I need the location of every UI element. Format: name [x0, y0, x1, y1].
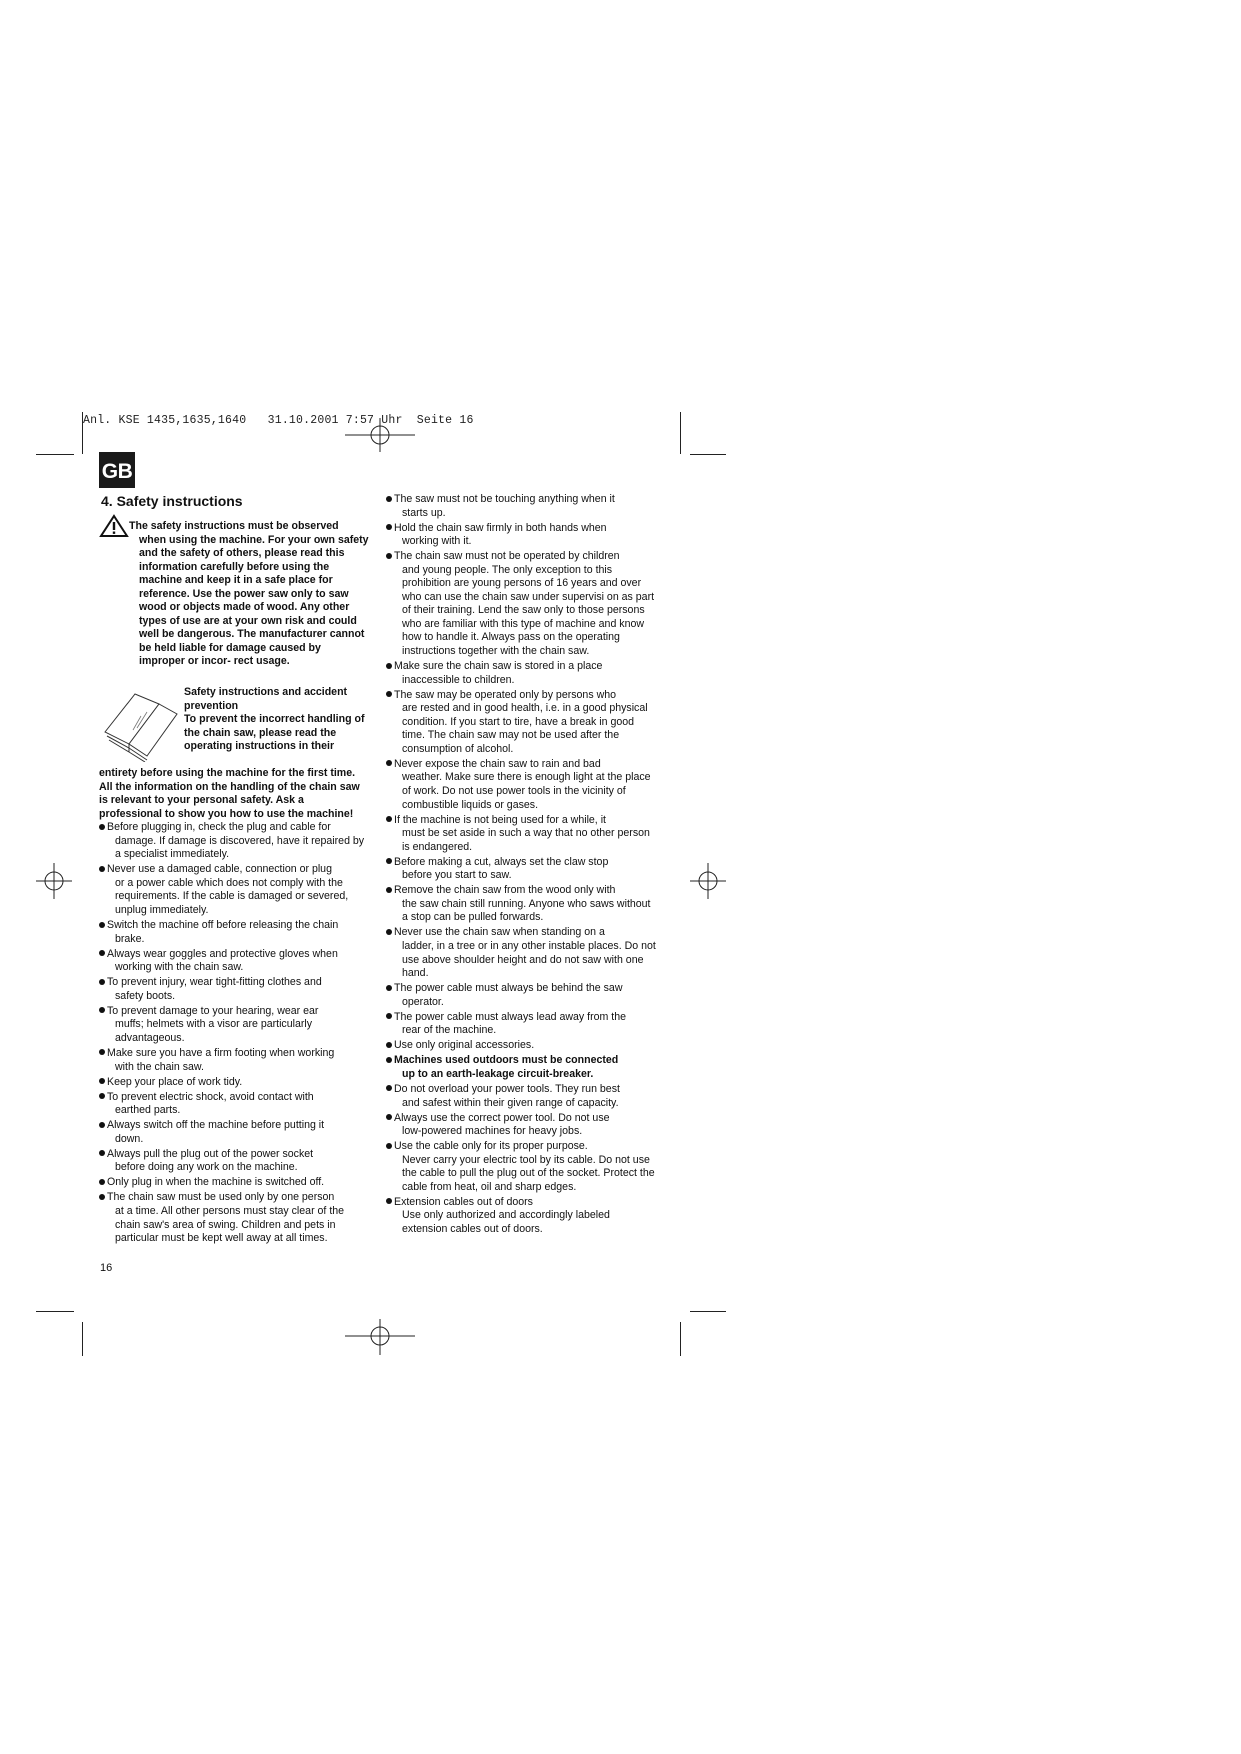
bullet-icon — [99, 1007, 105, 1013]
list-item-first-line: Keep your place of work tidy. — [107, 1075, 243, 1088]
list-item-text: starts up. — [402, 506, 446, 519]
right-safety-list — [386, 493, 656, 1236]
left-column — [99, 520, 369, 1247]
safety-list-item — [386, 1196, 656, 1237]
right-column — [386, 493, 656, 1238]
bullet-icon — [386, 887, 392, 893]
bullet-icon — [99, 950, 105, 956]
list-item-first-line: Do not overload your power tools. They run best — [394, 1082, 620, 1095]
list-item-text: with the chain saw. — [115, 1060, 204, 1073]
list-item-text: Use only authorized and accordingly labeled extension cables out of doors. — [402, 1209, 610, 1235]
list-item-text: earthed parts. — [115, 1104, 181, 1117]
list-item-first-line: Never use the chain saw when standing on a — [394, 926, 605, 939]
open-book-icon — [101, 686, 181, 762]
warning-block — [99, 520, 369, 669]
safety-list-item — [386, 814, 656, 855]
safety-list-item — [99, 976, 369, 1003]
list-item-first-line: Use the cable only for its proper purpose. — [394, 1140, 588, 1153]
list-item-text: at a time. All other persons must stay clear of the chain saw's area of swing. Children and pets in particular must be kept well away at all times. — [115, 1204, 345, 1245]
safety-list-item — [386, 1011, 656, 1038]
list-item-text: and safest within their given range of capacity. — [402, 1096, 619, 1109]
list-item-first-line: To prevent electric shock, avoid contact with — [107, 1090, 314, 1103]
list-item-first-line: Use only original accessories. — [394, 1039, 535, 1052]
safety-list-item — [386, 1083, 656, 1110]
bullet-icon — [99, 1179, 105, 1185]
crop-mark — [690, 1311, 726, 1312]
safety-list-item — [99, 1091, 369, 1118]
list-item-first-line: The power cable must always lead away from the — [394, 1010, 626, 1023]
safety-list-item — [99, 1005, 369, 1046]
safety-list-item — [386, 758, 656, 812]
bullet-icon — [99, 1122, 105, 1128]
list-item-first-line: Always wear goggles and protective gloves when — [107, 947, 338, 960]
crop-mark — [82, 1322, 83, 1356]
bullet-icon — [99, 866, 105, 872]
list-item-first-line: Make sure the chain saw is stored in a place — [394, 660, 603, 673]
safety-list-item — [99, 1076, 369, 1090]
bullet-icon — [386, 1013, 392, 1019]
registration-mark-left — [36, 863, 72, 899]
list-item-text: ladder, in a tree or in any other instable places. Do not use above shoulder height and do not saw with one hand. — [402, 940, 656, 980]
list-item-first-line: Never use a damaged cable, connection or plug — [107, 863, 332, 876]
safety-list-item — [386, 856, 656, 883]
crop-mark — [680, 412, 681, 454]
list-item-first-line: The saw must not be touching anything when it — [394, 493, 615, 505]
list-item-text: weather. Make sure there is enough light at the place of work. Do not use power tools in the vicinity of combustible liquids or gases. — [402, 771, 651, 811]
bullet-icon — [99, 1150, 105, 1156]
list-item-text: are rested and in good health, i.e. in a good physical condition. If you start to tire, have a break in good time. The chain saw may not be used after the consumption of alcohol. — [402, 702, 648, 755]
bullet-icon — [386, 691, 392, 697]
list-item-text: rear of the machine. — [402, 1024, 497, 1037]
list-item-first-line: Remove the chain saw from the wood only with — [394, 884, 616, 897]
bullet-icon — [386, 760, 392, 766]
bullet-icon — [386, 929, 392, 935]
safety-list-item — [386, 884, 656, 925]
safety-list-item — [99, 1176, 369, 1190]
list-item-text: safety boots. — [115, 989, 176, 1002]
bullet-icon — [99, 979, 105, 985]
list-item-first-line: The saw may be operated only by persons who — [394, 688, 617, 701]
safety-list-item — [386, 982, 656, 1009]
safety-list-item — [99, 1047, 369, 1074]
safety-list-item — [386, 522, 656, 549]
print-slug: Anl. KSE 1435,1635,1640 31.10.2001 7:57 Uhr Seite 16 — [83, 414, 474, 427]
bullet-icon — [386, 1198, 392, 1204]
list-item-first-line: Before plugging in, check the plug and cable for — [107, 821, 331, 834]
language-badge: GB — [99, 452, 135, 488]
safety-list-item — [386, 660, 656, 687]
safety-list-item — [386, 1054, 656, 1081]
bullet-icon — [386, 553, 392, 559]
safety-list-item — [99, 1191, 369, 1245]
safety-list-item — [99, 1148, 369, 1175]
manual-notice-text — [184, 686, 369, 754]
list-item-first-line: Make sure you have a firm footing when working — [107, 1046, 335, 1059]
manual-notice-heading: Safety instructions and accident prevention — [184, 686, 348, 712]
registration-mark-bottom — [345, 1319, 415, 1355]
safety-list-item — [99, 821, 369, 862]
list-item-text: the saw chain still running. Anyone who saws without a stop can be pulled forwards. — [402, 897, 651, 924]
bullet-icon — [99, 1049, 105, 1055]
page-number: 16 — [100, 1262, 113, 1274]
bullet-icon — [99, 922, 105, 928]
bullet-icon — [386, 1085, 392, 1091]
bullet-icon — [386, 858, 392, 864]
list-item-text: working with it. — [402, 535, 472, 548]
crop-mark — [690, 454, 726, 455]
list-item-first-line: Never expose the chain saw to rain and bad — [394, 757, 601, 770]
safety-list-item — [99, 919, 369, 946]
list-item-first-line: Extension cables out of doors — [394, 1195, 533, 1208]
list-item-first-line: Always use the correct power tool. Do not use — [394, 1111, 610, 1124]
list-item-text: before doing any work on the machine. — [115, 1161, 298, 1174]
bullet-icon — [386, 1042, 392, 1048]
bullet-icon — [386, 985, 392, 991]
list-item-text: before you start to saw. — [402, 869, 512, 882]
list-item-first-line: The chain saw must not be operated by children — [394, 550, 620, 563]
list-item-text: brake. — [115, 932, 145, 945]
bullet-icon — [99, 1194, 105, 1200]
bullet-icon — [386, 816, 392, 822]
bullet-icon — [386, 1114, 392, 1120]
safety-list-item — [386, 1039, 656, 1053]
left-safety-list — [99, 821, 369, 1245]
warning-triangle-icon — [99, 514, 129, 538]
list-item-first-line: Switch the machine off before releasing the chain — [107, 919, 339, 932]
safety-list-item — [386, 1140, 656, 1194]
crop-mark — [36, 454, 74, 455]
list-item-first-line: Always switch off the machine before putting it — [107, 1119, 325, 1132]
list-item-first-line: Machines used outdoors must be connected — [394, 1054, 619, 1067]
safety-list-item — [386, 550, 656, 658]
list-item-text: must be set aside in such a way that no other person is endangered. — [402, 827, 650, 853]
list-item-first-line: The chain saw must be used only by one person — [107, 1191, 335, 1204]
list-item-text: down. — [115, 1132, 144, 1145]
manual-notice-continuation: entirety before using the machine for the first time. All the information on the handling of the chain saw is relevant to your personal safety. Ask a professional to show you how to use the machine! — [99, 767, 360, 820]
bullet-icon — [386, 1057, 392, 1063]
bullet-icon — [99, 1078, 105, 1084]
safety-list-item — [386, 926, 656, 980]
warning-text: when using the machine. For your own safety and the safety of others, please read this information carefully before using the machine and keep it in a safe place for reference. Use the power saw only to saw wood or objects made of wood. Any other types of use are at your own risk and could well be dangerous. The manufacturer cannot be held liable for damage caused by improper or incor- rect usage. — [139, 533, 369, 668]
safety-list-item — [99, 1119, 369, 1146]
list-item-first-line: Always pull the plug out of the power socket — [107, 1147, 314, 1160]
safety-list-item — [386, 1112, 656, 1139]
bullet-icon — [386, 524, 392, 530]
list-item-text: Never carry your electric tool by its cable. Do not use the cable to pull the plug out of the socket. Protect the cable from heat, oil and sharp edges. — [402, 1153, 655, 1193]
bullet-icon — [386, 496, 392, 502]
registration-mark-right — [690, 863, 726, 899]
list-item-text: muffs; helmets with a visor are particularly advantageous. — [115, 1018, 313, 1044]
crop-mark — [680, 1322, 681, 1356]
list-item-text: low-powered machines for heavy jobs. — [402, 1125, 583, 1138]
list-item-text: damage. If damage is discovered, have it repaired by a specialist immediately. — [115, 834, 365, 861]
manual-notice-block — [99, 686, 369, 767]
list-item-first-line: Only plug in when the machine is switched off. — [107, 1176, 325, 1189]
list-item-first-line: Hold the chain saw firmly in both hands when — [394, 521, 607, 534]
list-item-text: working with the chain saw. — [115, 961, 244, 974]
list-item-text: operator. — [402, 995, 444, 1008]
list-item-first-line: To prevent damage to your hearing, wear ear — [107, 1004, 319, 1017]
safety-list-item — [386, 689, 656, 757]
safety-list-item — [99, 948, 369, 975]
crop-mark — [36, 1311, 74, 1312]
list-item-text: up to an earth-leakage circuit-breaker. — [402, 1067, 594, 1080]
list-item-first-line: Before making a cut, always set the claw stop — [394, 855, 609, 868]
bullet-icon — [99, 824, 105, 830]
manual-notice-body: To prevent the incorrect handling of the chain saw, please read the operating instructions in their — [184, 713, 365, 753]
bullet-icon — [386, 663, 392, 669]
safety-list-item — [99, 863, 369, 917]
warning-text-first-line: The safety instructions must be observed — [129, 520, 339, 532]
list-item-first-line: To prevent injury, wear tight-fitting clothes and — [107, 976, 322, 989]
section-title: 4. Safety instructions — [101, 493, 243, 509]
list-item-first-line: If the machine is not being used for a while, it — [394, 813, 606, 826]
list-item-first-line: The power cable must always be behind the saw — [394, 982, 623, 995]
list-item-text: and young people. The only exception to this prohibition are young persons of 16 years and over who can use the chain saw under supervisi on as part of their training. Lend the saw only to those persons who are familiar with this type of machine and know how to handle it. Always pass on the operating instructions together with the chain saw. — [402, 563, 655, 658]
list-item-text: inaccessible to children. — [402, 673, 515, 686]
bullet-icon — [99, 1093, 105, 1099]
list-item-text: or a power cable which does not comply with the requirements. If the cable is damaged or severed, unplug immediately. — [115, 876, 349, 916]
safety-list-item — [386, 493, 656, 520]
bullet-icon — [386, 1143, 392, 1149]
